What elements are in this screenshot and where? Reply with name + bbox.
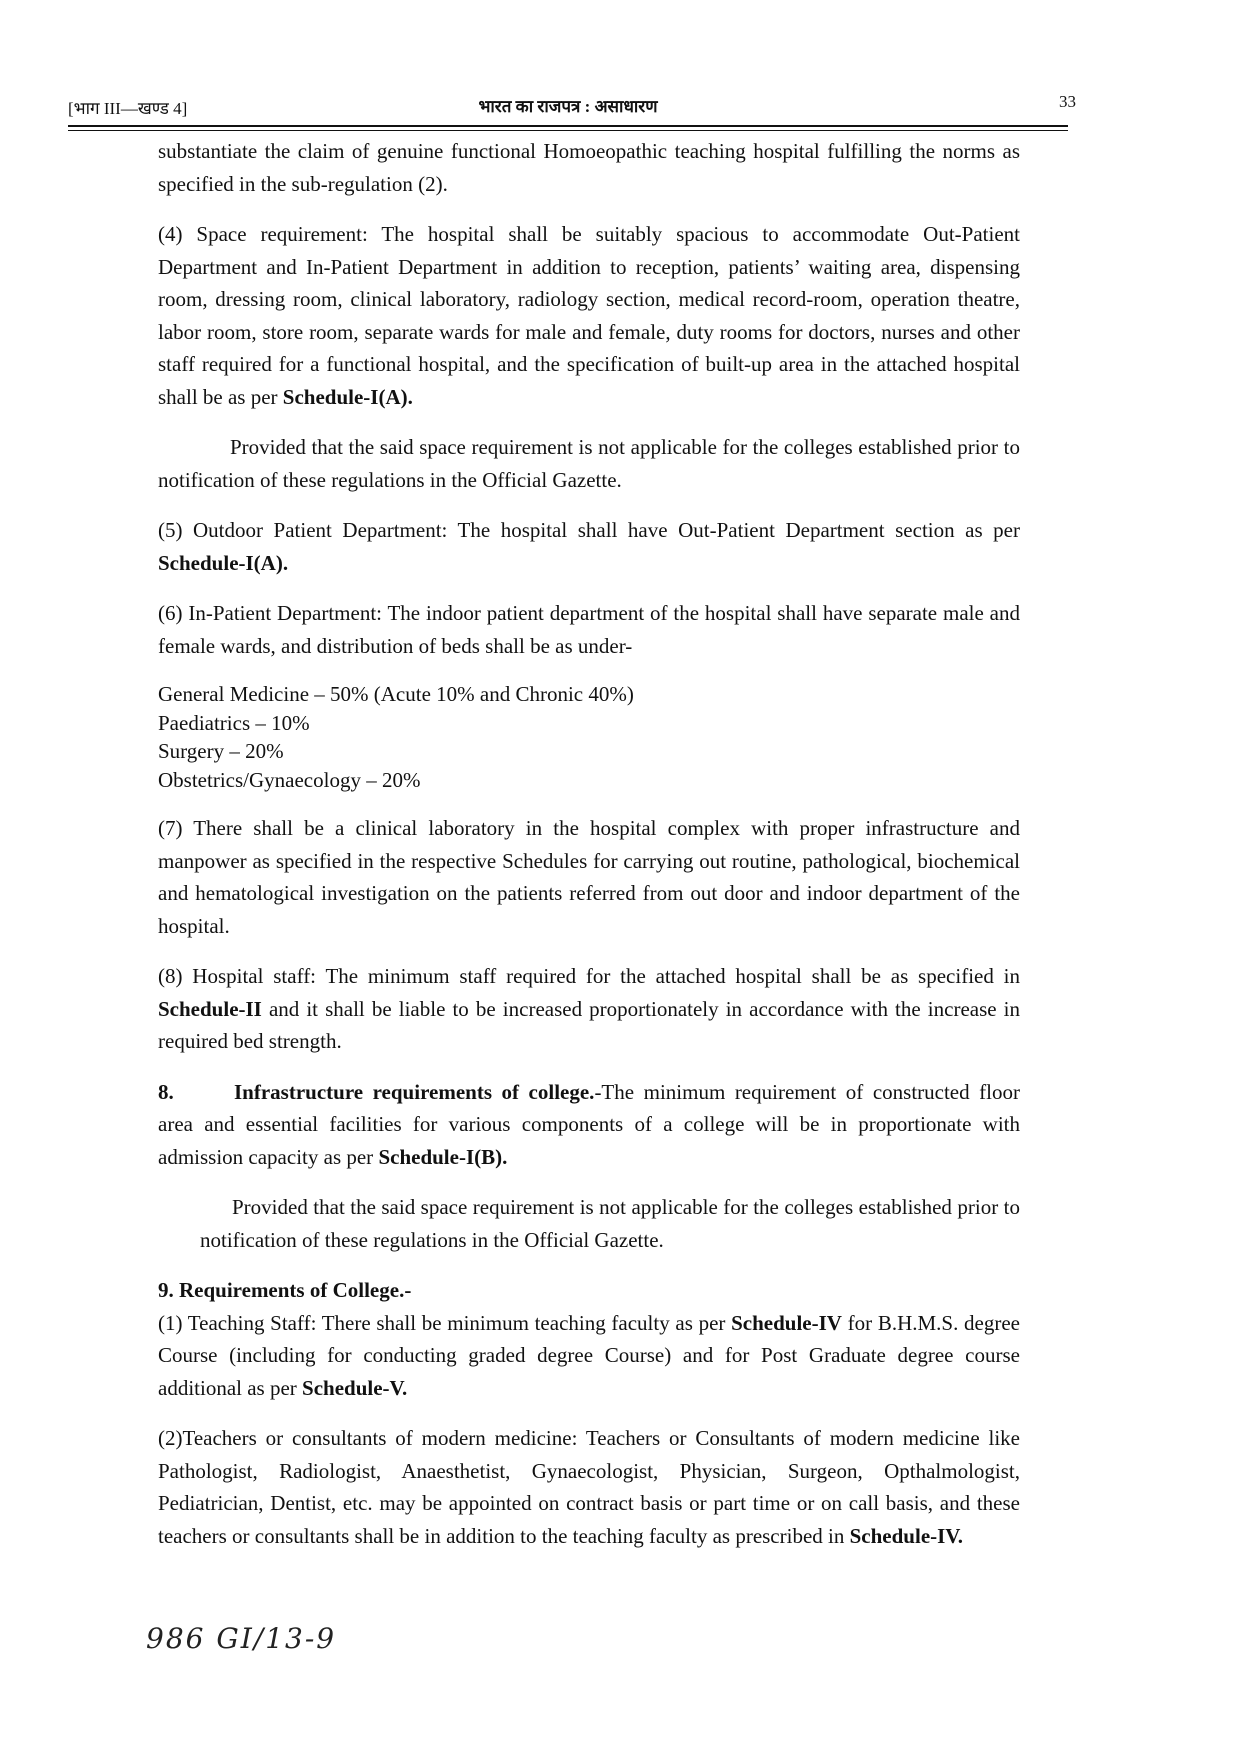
header-rule-thin: [68, 130, 1068, 131]
list-item: General Medicine – 50% (Acute 10% and Chronic 40%): [158, 682, 634, 706]
paragraph-4-space-requirement: [158, 218, 1020, 413]
handwritten-note: 986 GI/13-9: [146, 1622, 337, 1655]
schedule-reference: Schedule-V.: [302, 1375, 408, 1400]
paragraph-4-text: (4) Space requirement: The hospital shall be suitably spacious to accommodate Out-Patient Department and In-Patient Department in addition to reception, patients’ waiting area, dispensing room, dressing room, clinical laboratory, radiology section, medical record-room, operation theatre, labor room, store room, separate wards for male and female, duty rooms for doctors, nurses and other staff required for a functional hospital, and the specification of built-up area in the attached hospital shall be as per: [158, 222, 1020, 409]
section-9-paragraph-2: [158, 1422, 1020, 1552]
section-9-paragraph-1: [158, 1307, 1020, 1405]
gazette-title: भारत का राजपत्र : असाधारण: [478, 97, 658, 116]
schedule-reference: Schedule-I(B).: [378, 1144, 508, 1169]
bed-distribution-list: [158, 680, 1020, 794]
section-8-infrastructure: [158, 1076, 1020, 1174]
page-number: 33: [1059, 92, 1076, 111]
section-9-requirements: [158, 1274, 1020, 1552]
paragraph-8-hospital-staff: [158, 960, 1020, 1058]
section-title: Infrastructure requirements of college.: [234, 1079, 595, 1104]
paragraph-8-text: (8) Hospital staff: The minimum staff required for the attached hospital shall be as specified in: [158, 964, 1020, 988]
section-9-text: (2)Teachers or consultants of modern medicine: Teachers or Consultants of modern medicine like Pathologist, Radiologist, Anaesthetist, Gynaecologist, Physician, Surgeon, Opthalmologist, Pediatrician, Dentist, etc. may be appointed on contract basis or part time or on call basis, and these teachers or consultants shall be in addition to the teaching faculty as prescribed in: [158, 1426, 1020, 1548]
list-item: Paediatrics – 10%: [158, 710, 310, 735]
section-9-heading: 9. Requirements of College.-: [158, 1278, 412, 1302]
schedule-reference: Schedule-II: [158, 996, 262, 1021]
header-rule-thick: [68, 125, 1068, 127]
schedule-reference: Schedule-IV: [731, 1310, 842, 1335]
proviso-2: Provided that the said space requirement is not applicable for the colleges established prior to notification of these regulations in the Official Gazette.: [200, 1195, 1020, 1252]
paragraph-5-text: (5) Outdoor Patient Department: The hospital shall have Out-Patient Department section as per: [158, 518, 1020, 542]
list-item: Surgery – 20%: [158, 739, 284, 763]
continuation-paragraph: substantiate the claim of genuine functional Homoeopathic teaching hospital fulfilling the norms as specified in the sub-regulation (2).: [158, 139, 1020, 196]
schedule-reference: Schedule-I(A).: [158, 550, 289, 575]
section-9-text: for B.H.M.S. degree Course (including for conducting graded degree Course) and for Post Graduate degree course additional as per: [158, 1310, 1021, 1400]
paragraph-5-outdoor: [158, 514, 1020, 579]
list-item: Obstetrics/Gynaecology – 20%: [158, 767, 421, 792]
paragraph-6-inpatient: (6) In-Patient Department: The indoor patient department of the hospital shall have separate male and female wards, and distribution of beds shall be as under-: [158, 601, 1020, 658]
section-number: 8.: [158, 1079, 174, 1104]
proviso-1: Provided that the said space requirement is not applicable for the colleges established prior to notification of these regulations in the Official Gazette.: [158, 435, 1020, 492]
schedule-reference: Schedule-IV.: [849, 1523, 964, 1548]
paragraph-7-laboratory: (7) There shall be a clinical laboratory in the hospital complex with proper infrastructure and manpower as specified in the respective Schedules for carrying out routine, pathological, biochemical and hematological investigation on the patients referred from out door and indoor department of the hospital.: [158, 816, 1020, 938]
gazette-part: [भाग III—खण्ड 4]: [68, 99, 188, 118]
page-header: [68, 88, 1076, 118]
section-8-text: -The minimum requirement of constructed floor area and essential facilities for various components of a college will be in proportionate with admission capacity as per: [158, 1079, 1020, 1169]
section-9-text: (1) Teaching Staff: There shall be minimum teaching faculty as per: [158, 1310, 732, 1335]
paragraph-8-text: and it shall be liable to be increased proportionately in accordance with the increase in required bed strength.: [158, 996, 1020, 1053]
document-body: [158, 135, 1020, 1570]
schedule-reference: Schedule-I(A).: [282, 384, 413, 409]
